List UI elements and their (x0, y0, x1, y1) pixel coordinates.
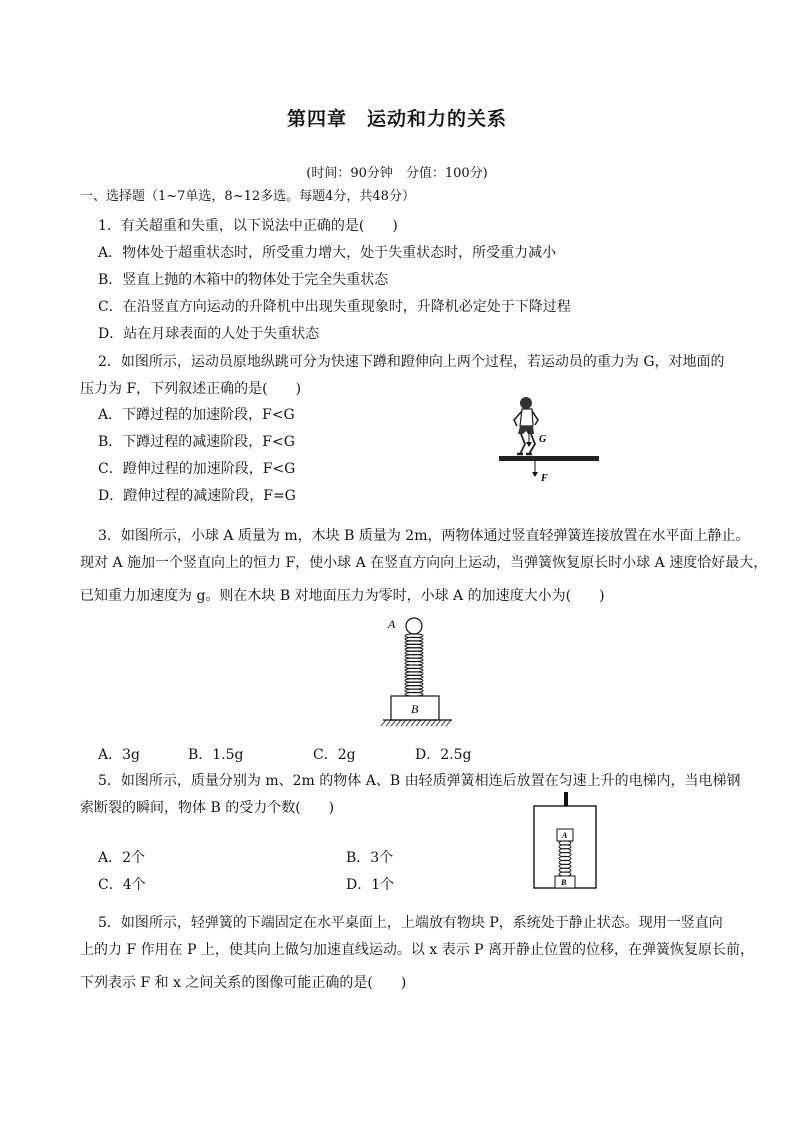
athlete-figure (495, 390, 605, 490)
q5a-stem-line2: 索断裂的瞬间，物体 B 的受力个数( ) (80, 800, 335, 816)
q2-stem-line1: 2．如图所示，运动员原地纵跳可分为快速下蹲和蹬伸向上两个过程，若运动员的重力为 G，对地面的 (98, 354, 725, 370)
q3-option-a: A．3g (98, 747, 140, 763)
q2-option-d: D．蹬伸过程的减速阶段，F=G (98, 488, 296, 504)
q1-option-d: D．站在月球表面的人处于失重状态 (98, 326, 320, 342)
q3-fig-label-b: B (411, 702, 419, 716)
page-title: 第四章 运动和力的关系 (286, 108, 507, 130)
q2-option-a: A．下蹲过程的加速阶段，F<G (98, 407, 295, 423)
q2-option-c: C．蹬伸过程的加速阶段，F<G (98, 461, 296, 477)
q5a-fig-label-a: A (562, 831, 568, 840)
q1-stem: 1．有关超重和失重，以下说法中正确的是( ) (98, 218, 398, 234)
q5b-stem-line3: 下列表示 F 和 x 之间关系的图像可能正确的是( ) (80, 975, 407, 991)
q2-fig-label-f: F (541, 473, 548, 484)
q3-stem-line2: 现对 A 施加一个竖直向上的恒力 F，使小球 A 在竖直方向向上运动，当弹簧恢复原长时小球 A 速度恰好最大， (80, 555, 768, 571)
q3-option-c: C．2g (313, 747, 356, 763)
q3-option-b: B．1.5g (188, 747, 244, 763)
q1-option-c: C．在沿竖直方向运动的升降机中出现失重现象时，升降机必定处于下降过程 (98, 299, 571, 315)
q5a-option-a: A．2个 (98, 850, 146, 866)
q2-option-b: B．下蹲过程的减速阶段，F<G (98, 434, 295, 450)
q5a-option-b: B．3个 (346, 850, 394, 866)
q2-stem-line2: 压力为 F，下列叙述正确的是( ) (80, 381, 302, 397)
q1-option-b: B．竖直上抛的木箱中的物体处于完全失重状态 (98, 272, 389, 288)
q3-fig-label-a: A (388, 617, 396, 631)
q5a-option-c: C．4个 (98, 877, 146, 893)
exam-meta: (时间：90分钟 分值：100分) (306, 166, 488, 181)
q5b-stem-line1: 5．如图所示，轻弹簧的下端固定在水平桌面上，上端放有物块 P，系统处于静止状态。现用一竖直向 (98, 915, 723, 931)
q2-fig-label-g: G (539, 434, 547, 445)
q5a-fig-label-b: B (561, 878, 567, 887)
q5a-option-d: D．1个 (346, 877, 395, 893)
q5b-stem-line2: 上的力 F 作用在 P 上，使其向上做匀加速直线运动。以 x 表示 P 离开静止位置的位移，在弹簧恢复原长前， (80, 942, 755, 958)
spring-ball-block-figure (380, 612, 460, 734)
section-heading: 一、选择题（1~7单选，8~12多选。每题4分，共48分） (80, 189, 415, 204)
q3-stem-line3: 已知重力加速度为 g。则在木块 B 对地面压力为零时，小球 A 的加速度大小为( ) (80, 588, 605, 604)
q5a-stem-line1: 5．如图所示，质量分别为 m、2m 的物体 A、B 由轻质弹簧相连后放置在匀速上升的电梯内，当电梯钢 (98, 773, 741, 789)
q3-option-d: D．2.5g (415, 747, 472, 763)
q3-stem-line1: 3．如图所示，小球 A 质量为 m，木块 B 质量为 2m，两物体通过竖直轻弹簧连接放置在水平面上静止。 (98, 528, 750, 544)
q1-option-a: A．物体处于超重状态时，所受重力增大，处于失重状态时，所受重力减小 (98, 245, 557, 261)
elevator-figure (530, 790, 602, 892)
